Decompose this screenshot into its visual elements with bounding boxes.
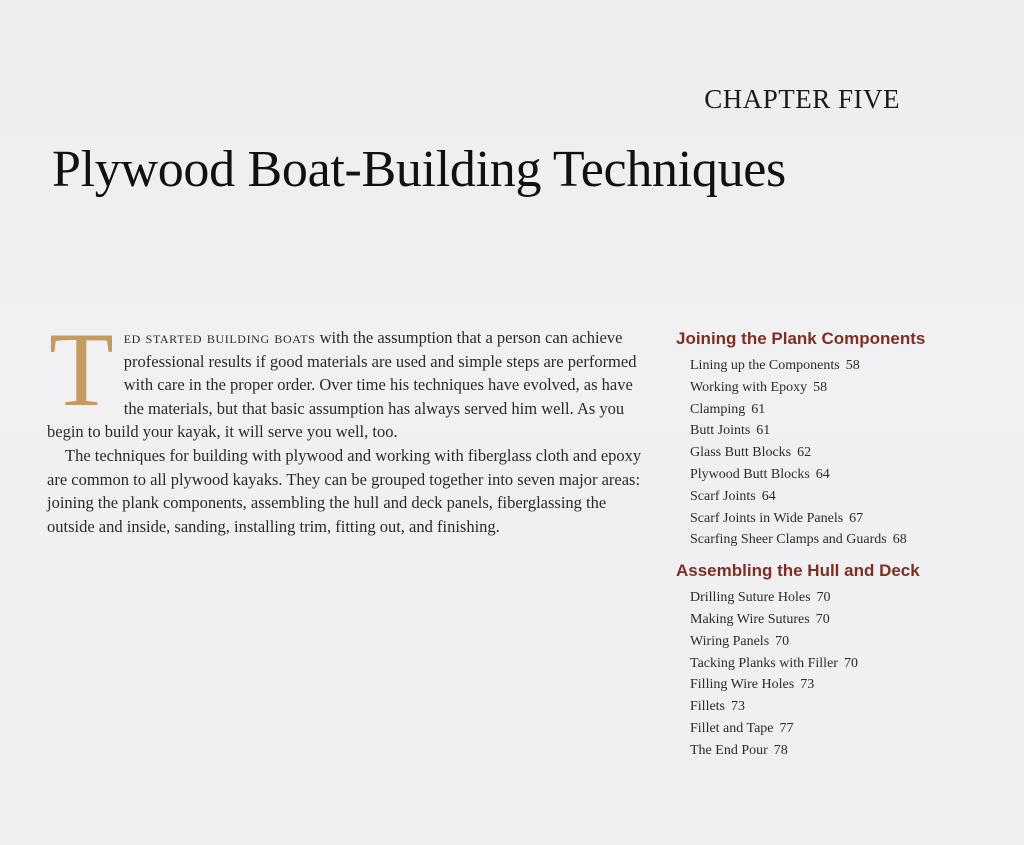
toc-item [690, 508, 996, 530]
toc-item-title: Butt Joints [690, 423, 751, 439]
toc-item [690, 529, 996, 551]
toc-item [690, 718, 996, 740]
toc-item-page: 61 [751, 401, 766, 417]
intro-paragraph-2: The techniques for building with plywood and working with fiberglass cloth and epoxy are common to all plywood kayaks. They can be grouped together into seven major areas: joining the plank components, assembling the hull and deck panels, fiberglassing the outside and inside, sanding, installing trim, fitting out, and finishing. [47, 445, 642, 536]
toc-item [690, 355, 996, 377]
toc-section-joining [676, 329, 996, 551]
toc-item [690, 653, 996, 675]
toc-item-page: 77 [779, 720, 794, 736]
toc-list [676, 587, 996, 761]
toc-item-page: 62 [797, 445, 812, 461]
drop-cap: T [49, 311, 114, 428]
toc-item-title: Clamping [690, 401, 746, 417]
toc-item-title: Fillet and Tape [690, 720, 774, 736]
toc-item [690, 486, 996, 508]
toc-item-page: 73 [800, 677, 815, 693]
toc-item-title: Scarf Joints in Wide Panels [690, 510, 844, 526]
toc-heading: Joining the Plank Components [676, 329, 926, 348]
toc-item-page: 61 [756, 423, 771, 439]
toc-item [690, 587, 996, 609]
intro-paragraph-1-text: with the assumption that a person can achieve professional results if good materials are used and simple steps are performed with care in the proper order. Over time his techniques have evolved, as have the materials, but that basic assumption has always served him well. As you begin to build your kayak, it will serve you well, too. [47, 328, 637, 442]
toc-item [690, 464, 996, 486]
toc-item [690, 399, 996, 421]
toc-item-page: 64 [815, 466, 830, 482]
toc-item-title: Scarf Joints [690, 488, 756, 504]
toc-item-page: 70 [775, 633, 790, 649]
toc-section-assembling [676, 561, 996, 761]
toc-item-title: Fillets [690, 699, 726, 715]
toc-item [690, 631, 996, 653]
toc-item-title: Working with Epoxy [690, 379, 808, 395]
toc-item-page: 67 [849, 510, 864, 526]
toc-item-title: Plywood Butt Blocks [690, 466, 810, 482]
toc-item-page: 70 [815, 611, 830, 627]
toc-item-title: Glass Butt Blocks [690, 445, 792, 461]
toc-item-title: Lining up the Components [690, 358, 840, 373]
toc-item [690, 674, 996, 696]
toc-item-page: 68 [892, 532, 907, 548]
toc-list [676, 355, 996, 551]
toc-item-page: 58 [845, 358, 860, 373]
toc-item [690, 696, 996, 718]
toc-item-page: 64 [761, 488, 776, 504]
toc-item-title: Scarfing Sheer Clamps and Guards [690, 532, 887, 548]
intro-text [47, 311, 647, 538]
chapter-label: CHAPTER FIVE [704, 84, 900, 114]
toc-heading: Assembling the Hull and Deck [676, 561, 920, 581]
toc-item-page: 73 [731, 699, 746, 715]
toc-item-page: 58 [813, 379, 828, 395]
toc-item-page: 70 [816, 590, 831, 606]
toc-item-title: Making Wire Sutures [690, 611, 810, 627]
toc-item-title: Drilling Suture Holes [690, 590, 811, 606]
intro-paragraph-1 [47, 311, 647, 444]
toc-item [690, 740, 996, 762]
toc-item-page: 78 [773, 742, 788, 758]
toc-item [690, 377, 996, 399]
table-of-contents [676, 329, 996, 772]
toc-item [690, 420, 996, 442]
toc-item-title: Tacking Planks with Filler [690, 655, 838, 671]
toc-item-title: Filling Wire Holes [690, 677, 795, 693]
toc-item [690, 609, 996, 631]
toc-item-title: The End Pour [690, 742, 768, 758]
toc-item-page: 70 [843, 655, 858, 671]
lead-in-smallcaps: ed started building boats [123, 328, 316, 347]
toc-item [690, 442, 996, 464]
toc-item-title: Wiring Panels [690, 633, 770, 649]
chapter-title: Plywood Boat-Building Techniques [52, 141, 786, 198]
